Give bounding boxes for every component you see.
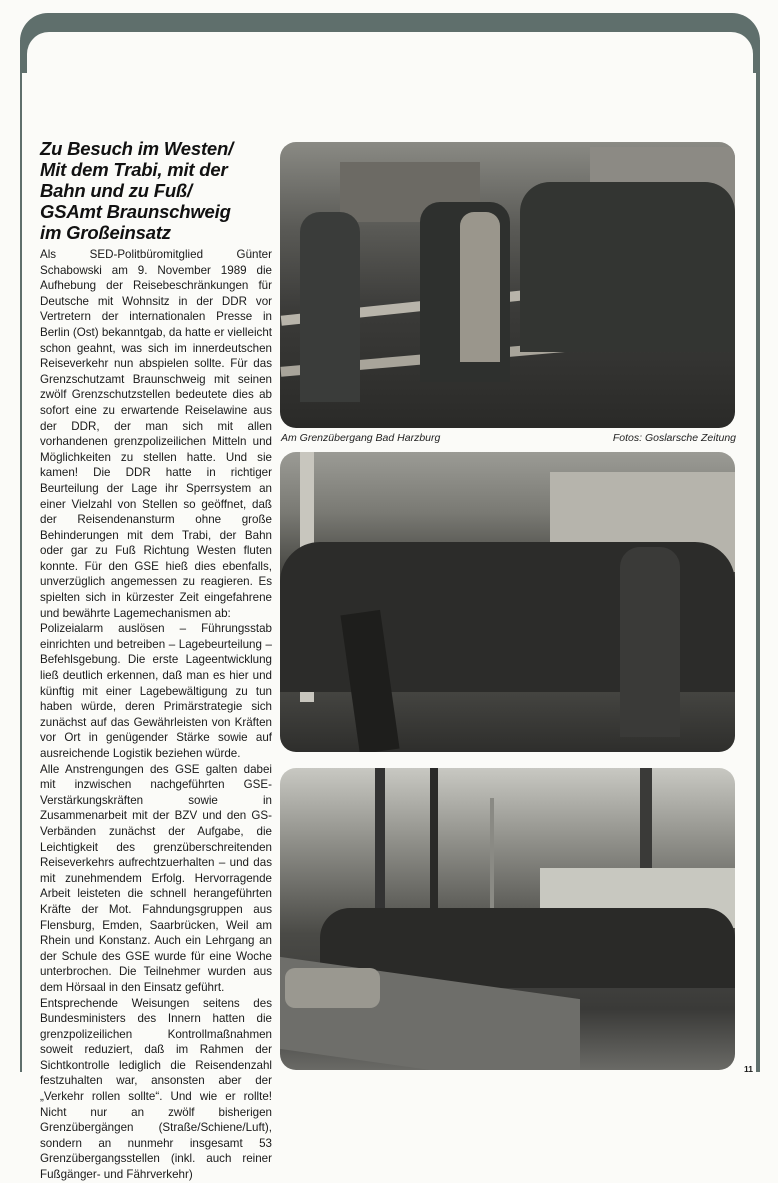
photo-credit: Fotos: Goslarsche Zeitung [612,432,736,444]
headline-line: im Großeinsatz [40,222,171,243]
page-number: 11 [744,1064,753,1074]
body-paragraph: Polizeialarm auslösen – Führungsstab einrichten und betreiben – Lagebeurteilung – Befehlsgebung. Die erste Lageentwicklung ließ deutlich erkennen, daß man es hier und künftig mit einer Lagebewältigung zu tun haben würde, deren Primärstrategie sich zunächst auf das Gewährleisten von Kräften vor Ort in genügender Stärke sowie auf ausreichende Logistik beziehen würde. [40,622,272,760]
headline-line: Bahn und zu Fuß/ [40,180,192,201]
page-frame-left-rule [20,40,27,1072]
headline-line: GSAmt Braunschweig [40,201,231,222]
page-frame-right-rule [756,40,760,1072]
body-paragraph: Als SED-Politbüromitglied Günter Schabowski am 9. November 1989 die Aufhebung der Reisebeschränkungen für Deutsche mit Wohnsitz in der DDR vor Vertretern der internationalen Presse in Berlin (Ost) bekanntgab, da hatte er vielleicht schon geahnt, was sich im innerdeutschen Reiseverkehr nun abspielen sollte. Für das Grenzschutzamt Braunschweig mit seinen zwölf Grenzschutzstellen bedeutete dies ab sofort eine zu erwartende Reiselawine aus der DDR, der man sich mit allen vorhandenen grenzpolizeilichen Mitteln und Möglichkeiten zu stellen hatte. Und sie kamen! Die DDR hatte in richtiger Beurteilung der Lage ihr Sperrsystem an einer Vielzahl von Stellen so geöffnet, daß der Reisendenansturm ohne große Behinderungen mit dem Trabi, der Bahn oder gar zu Fuß Richtung Westen fluten konnte. Für den GSE hieß dies ebenfalls, unverzüglich angemessen zu reagieren. Es spielten sich in kürzester Zeit eingefahrene und bewährte Lagemechanismen ab: [40,248,272,620]
headline-line: Zu Besuch im Westen/ [40,138,234,159]
photo-crowd-at-fence [280,452,735,752]
photo-crowd-at-road [280,768,735,1070]
headline-line: Mit dem Trabi, mit der [40,159,228,180]
body-paragraph: Alle Anstrengungen des GSE galten dabei mit inzwischen nachgeführten GSE-Verstärkungskräften sowie in Zusammenarbeit mit der BZV und den GS-Verbänden zunächst der Aufgabe, die Leichtigkeit des grenzüberschreitenden Reiseverkehrs aufrechtzuerhalten – und das mit zunehmendem Erfolg. Hervorragende Arbeit leisteten die schnell herangeführten Kräfte der Mot. Fahndungsgruppen aus Flensburg, Emden, Saarbrücken, Weil am Rhein und Konstanz. Auch ein Lehrgang an der Schule des GSE wurde für eine Woche unterbrochen. Die Teilnehmer wurden aus dem Hörsaal in den Einsatz geführt. [40,762,272,994]
article [40,138,272,1183]
body-paragraph: Entsprechende Weisungen seitens des Bundesministers des Innern hatten die grenzpolizeilichen Kontrollmaßnahmen soweit reduziert, daß im Rahmen der Sichtkontrolle lediglich die Reisendenzahl festzuhalten war, ansonsten aber der „Verkehr rollen sollte“. Und wie er rollte! Nicht nur an zwölf bisherigen Grenzübergängen (Straße/Schiene/Luft), sondern an nunmehr insgesamt 53 Grenzübergangsstellen (inkl. auch reiner Fußgänger- und Fährverkehr) [40,996,272,1182]
photo-border-crossing-officials [280,142,735,428]
photo-caption: Am Grenzübergang Bad Harzburg [281,432,441,444]
headline [40,138,272,243]
